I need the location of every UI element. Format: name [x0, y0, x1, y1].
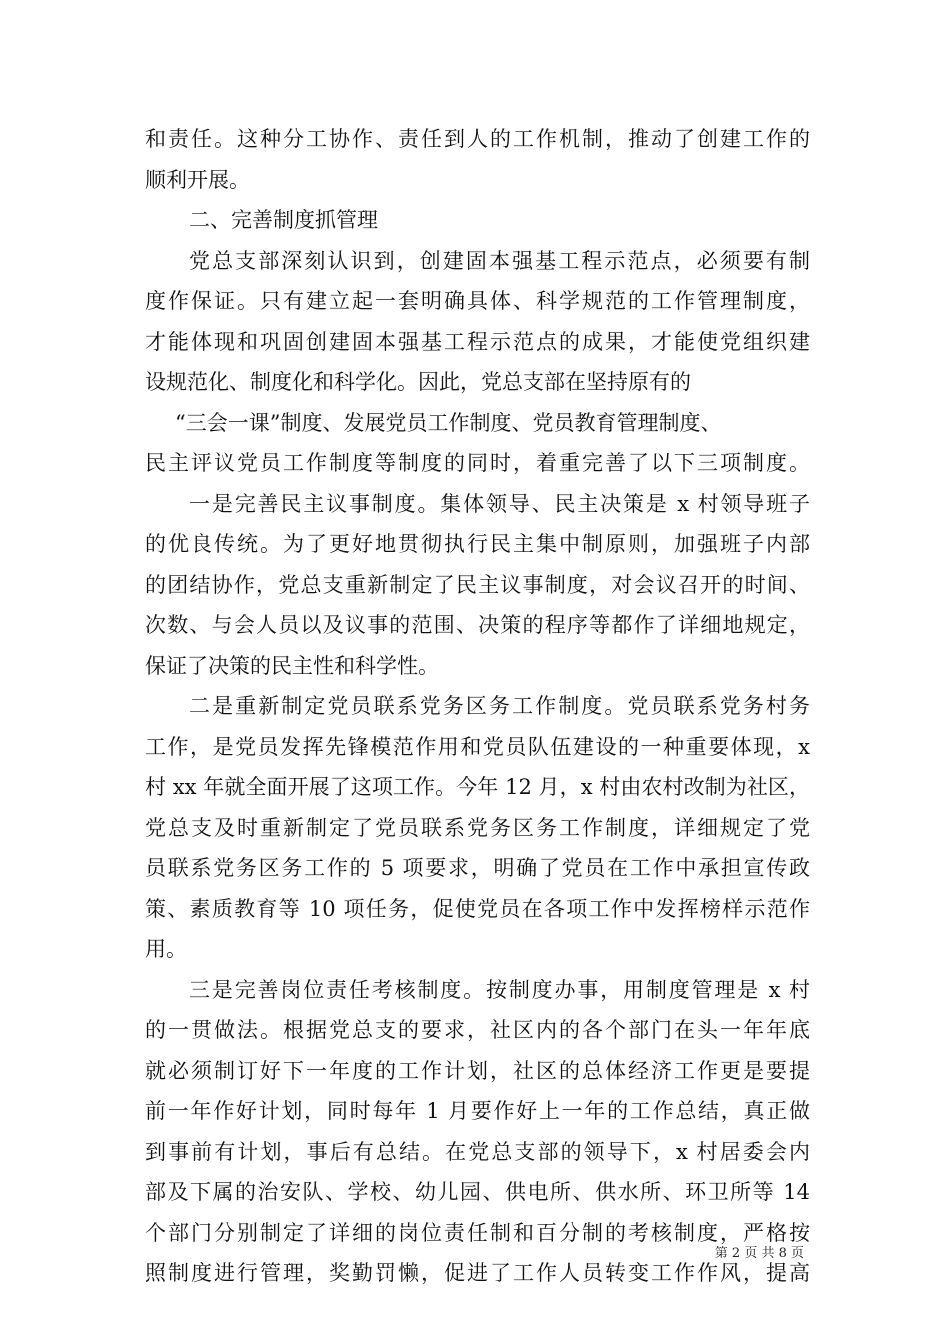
paragraph-line: 个部门分别制定了详细的岗位责任制和百分制的考核制度，严格按 [145, 1220, 810, 1245]
paragraph-line: 村 xx 年就全面开展了这项工作。今年 12 月，x 村由农村改制为社区， [145, 775, 810, 799]
paragraph-line: 才能体现和巩固创建固本强基工程示范点的成果，才能使党组织建 [145, 329, 810, 354]
paragraph-line: 的团结协作，党总支重新制定了民主议事制度，对会议召开的时间、 [145, 572, 810, 597]
paragraph-line: 党总支及时重新制定了党员联系党务区务工作制度，详细规定了党 [145, 815, 810, 840]
paragraph-line: 度作保证。只有建立起一套明确具体、科学规范的工作管理制度， [145, 289, 810, 313]
paragraph-line: 和责任。这种分工协作、责任到人的工作机制，推动了创建工作的 [145, 127, 810, 151]
paragraph-line: 民主评议党员工作制度等制度的同时，着重完善了以下三项制度。 [145, 451, 810, 475]
page-number: 第 2 页 共 8 页 [714, 1246, 804, 1261]
paragraph-line: 次数、与会人员以及议事的范围、决策的程序等都作了详细地规定， [145, 613, 810, 637]
paragraph-line: 策、素质教育等 10 项任务，促使党员在各项工作中发挥榜样示范作 [145, 896, 810, 921]
paragraph-line: 照制度进行管理，奖勤罚懒，促进了工作人员转变工作作风，提高 [145, 1261, 810, 1285]
document-body [145, 119, 810, 1294]
paragraph-line: 保证了决策的民主性和科学性。 [145, 653, 439, 678]
paragraph-line: 二是重新制定党员联系党务区务工作制度。党员联系党务村务 [189, 694, 810, 718]
paragraph-line: 员联系党务区务工作的 5 项要求，明确了党员在工作中承担宣传政 [145, 856, 810, 880]
paragraph-line: 的优良传统。为了更好地贯彻执行民主集中制原则，加强班子内部 [145, 532, 810, 556]
paragraph-line: 顺利开展。 [145, 167, 250, 192]
paragraph-line: 前一年作好计划，同时每年 1 月要作好上一年的工作总结，真正做 [145, 1099, 810, 1123]
paragraph-line: 三是完善岗位责任考核制度。按制度办事，用制度管理是 x 村 [189, 977, 810, 1002]
paragraph-line: “三会一课”制度、发展党员工作制度、党员教育管理制度、 [175, 410, 722, 435]
paragraph-line: 的一贯做法。根据党总支的要求，社区内的各个部门在头一年年底 [145, 1018, 810, 1042]
paragraph-line: 用。 [145, 937, 187, 961]
paragraph-line: 设规范化、制度化和科学化。因此，党总支部在坚持原有的 [145, 370, 691, 394]
paragraph-line: 部及下属的治安队、学校、幼儿园、供电所、供水所、环卫所等 14 [145, 1180, 810, 1204]
paragraph-line: 工作，是党员发挥先锋模范作用和党员队伍建设的一种重要体现，x [145, 734, 810, 759]
paragraph-line: 到事前有计划，事后有总结。在党总支部的领导下，x 村居委会内 [145, 1139, 810, 1164]
paragraph-line: 一是完善民主议事制度。集体领导、民主决策是 x 村领导班子 [189, 491, 810, 516]
paragraph-line: 就必须制订好下一年度的工作计划，社区的总体经济工作更是要提 [145, 1058, 810, 1083]
section-heading: 二、完善制度抓管理 [189, 208, 378, 232]
paragraph-line: 党总支部深刻认识到，创建固本强基工程示范点，必须要有制 [189, 248, 810, 273]
